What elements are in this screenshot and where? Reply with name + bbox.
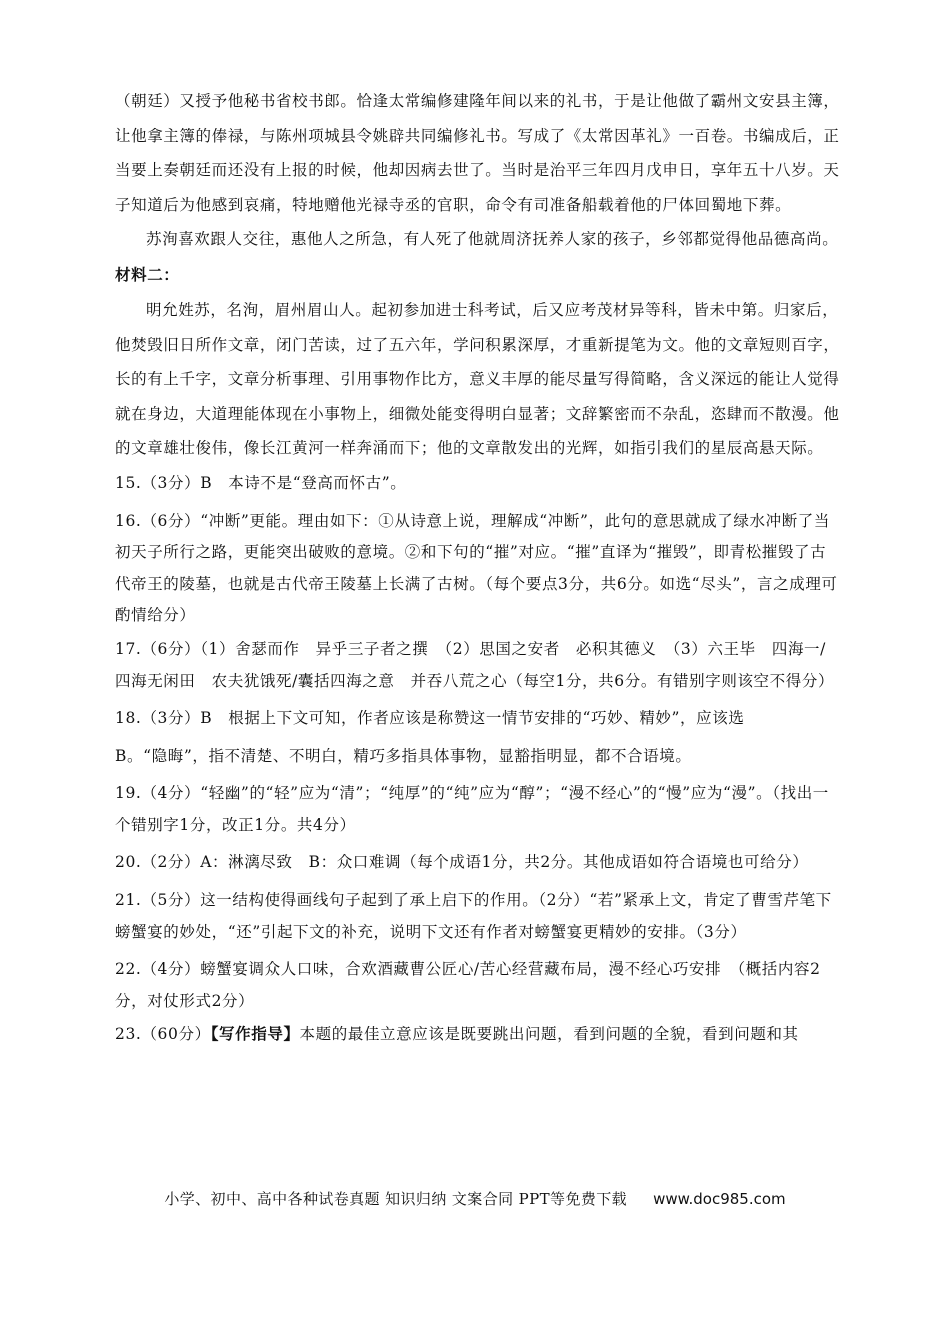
- paragraph-translation-1: （朝廷）又授予他秘书省校书郎。恰逢太常编修建隆年间以来的礼书，于是让他做了霸州文安县主簿，让他拿主簿的俸禄，与陈州项城县令姚辟共同编修礼书。写成了《太常因革礼》一百卷。书编成后，正当要上奏朝廷而还没有上报的时候，他却因病去世了。当时是治平三年四月戊申日，享年五十八岁。天子知道后为他感到哀痛，特地赠他光禄寺丞的官职，命令有司准备船载着他的尸体回蜀地下葬。: [115, 92, 840, 214]
- answer-23-text: 本题的最佳立意应该是既要跳出问题，看到问题的全貌，看到问题和其: [299, 1025, 799, 1044]
- material-two-heading: 材料二：: [115, 265, 180, 284]
- page-footer: [0, 1188, 950, 1209]
- answer-18-line-2: B。“隐晦”，指不清楚、不明白，精巧多指具体事物，显豁指明显，都不合语境。: [115, 746, 692, 765]
- answer-23-prefix: 23.（60分）: [115, 1025, 211, 1044]
- material-one-translation: [115, 84, 841, 257]
- material-two: [115, 293, 841, 466]
- answer-list: [115, 468, 841, 1051]
- answer-16: 16.（6分）“冲断”更能。理由如下：①从诗意上说，理解成“冲断”，此句的意思就成了绿水冲断了当初天子所行之路，更能突出破败的意境。②和下句的“摧”对应。“摧”直译为“摧毁”，即青松摧毁了古代帝王的陵墓，也就是古代帝王陵墓上长满了古树。（每个要点3分，共6分。如选“尽头”，言之成理可酌情给分）: [115, 511, 838, 625]
- footer-url[interactable]: www.doc985.com: [653, 1190, 786, 1208]
- paragraph-material-two: 明允姓苏，名洵，眉州眉山人。起初参加进士科考试，后又应考茂材异等科，皆未中第。归家后，他焚毁旧日所作文章，闭门苦读，过了五六年，学问积累深厚，才重新提笔为文。他的文章短则百字，长的有上千字，文章分析事理、引用事物作比方，意义丰厚的能尽量写得简略，含义深远的能让人觉得就在身边，大道理能体现在小事物上，细微处能变得明白显著；文辞繁密而不杂乱，恣肆而不散漫。他的文章雄壮俊伟，像长江黄河一样奔涌而下；他的文章散发出的光辉，如指引我们的星辰高悬天际。: [115, 300, 840, 458]
- answer-19: 19.（4分）“轻幽”的“轻”应为“清”；“纯厚”的“纯”应为“醇”；“漫不经心”的“慢”应为“漫”。（找出一个错别字1分，改正1分。共4分）: [115, 784, 829, 834]
- answer-22: 22.（4分）螃蟹宴调众人口味，合欢酒藏曹公匠心/苦心经营藏布局，漫不经心巧安排 （概括内容2分，对仗形式2分）: [115, 960, 821, 1010]
- paragraph-translation-2: 苏洵喜欢跟人交往，惠他人之所急，有人死了他就周济抚养人家的孩子，乡邻都觉得他品德高尚。: [146, 230, 839, 249]
- answer-21: 21.（5分）这一结构使得画线句子起到了承上启下的作用。（2分）“若”紧承上文，肯定了曹雪芹笔下螃蟹宴的妙处，“还”引起下文的补充，说明下文还有作者对螃蟹宴更精妙的安排。（3分）: [115, 891, 832, 941]
- answer-23: [115, 1019, 841, 1051]
- answer-18-line-1: 18.（3分）B 根据上下文可知，作者应该是称赞这一情节安排的“巧妙、精妙”，应该选: [115, 709, 745, 728]
- footer-text: 小学、初中、高中各种试卷真题 知识归纳 文案合同 PPT等免费下载: [164, 1190, 628, 1208]
- answer-15: 15.（3分）B 本诗不是“登高而怀古”。: [115, 473, 407, 492]
- answer-17: 17.（6分）（1）舍瑟而作 异乎三子者之撰 （2）思国之安者 必积其德义 （3）六王毕 四海一/四海无闲田 农夫犹饿死/囊括四海之意 并吞八荒之心（每空1分，共6分。有错别字则该空不得分）: [115, 639, 835, 690]
- page-content: [115, 84, 841, 1051]
- writing-guide-label: 【写作指导】: [210, 1025, 300, 1044]
- answer-20: 20.（2分）A：淋漓尽致 B：众口难调（每个成语1分，共2分。其他成语如符合语境也可给分）: [115, 853, 809, 872]
